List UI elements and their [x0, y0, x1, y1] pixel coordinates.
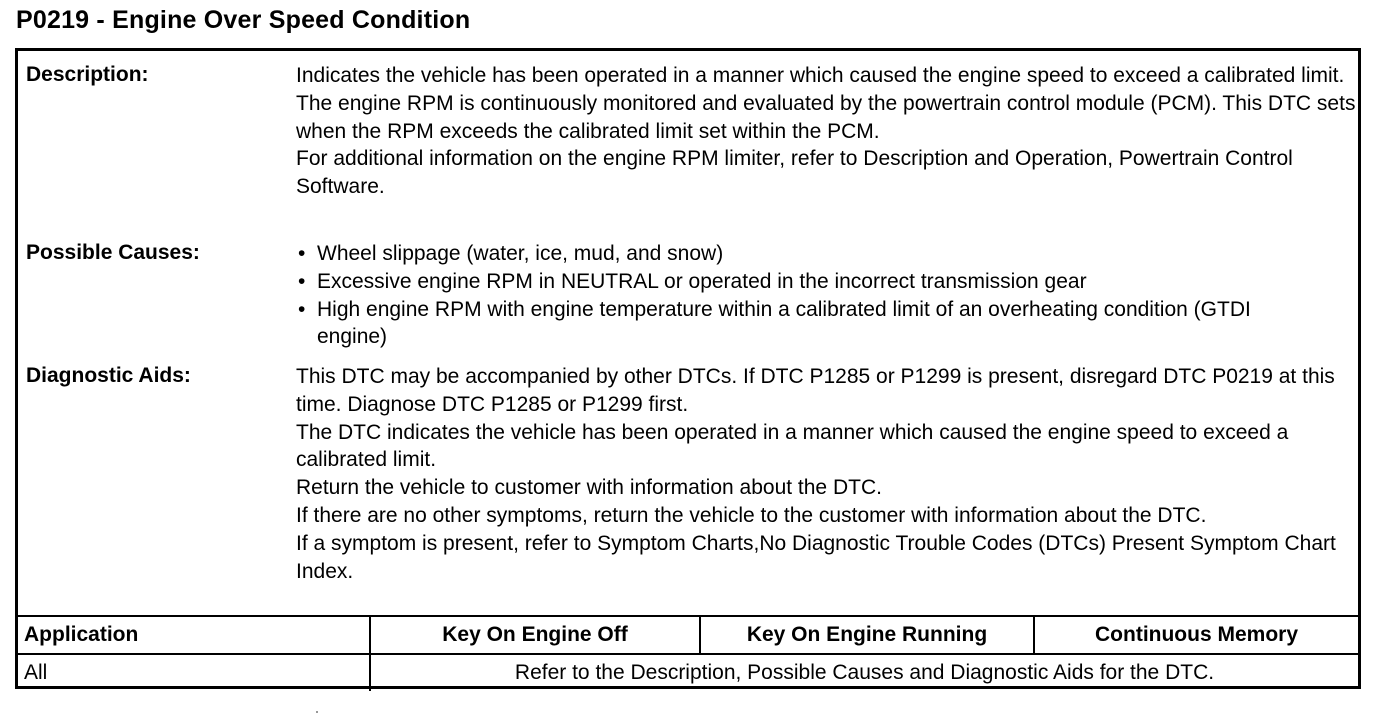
table-row — [18, 655, 1358, 686]
application-table — [18, 617, 1358, 686]
description-label: Description: — [26, 63, 149, 86]
application-table-header — [18, 617, 1358, 655]
possible-causes-body — [296, 240, 1358, 351]
header-key-on-engine-running: Key On Engine Running — [746, 623, 988, 646]
header-continuous-memory: Continuous Memory — [1095, 623, 1298, 646]
scan-speck — [316, 711, 318, 713]
bullet-icon: • — [298, 242, 306, 265]
cause-text: High engine RPM with engine temperature within a calibrated limit of an overheating condition (GTDI engine) — [317, 297, 1251, 349]
cause-item — [296, 240, 1358, 268]
diagnostic-aids-paragraph: If a symptom is present, refer to Symptom Charts,No Diagnostic Trouble Codes (DTCs) Present Symptom Chart Index. — [296, 531, 1336, 583]
header-application: Application — [24, 623, 139, 646]
column-divider — [699, 617, 701, 655]
cause-item — [296, 296, 1358, 352]
diagnostic-aids-paragraph: If there are no other symptoms, return the vehicle to the customer with information about the DTC. — [296, 503, 1207, 527]
possible-causes-label: Possible Causes: — [26, 241, 200, 264]
diagnostic-aids-paragraph: The DTC indicates the vehicle has been operated in a manner which caused the engine speed to exceed a calibrated limit. — [296, 420, 1289, 472]
header-key-on-engine-off: Key On Engine Off — [442, 623, 628, 646]
application-value: All — [24, 661, 48, 684]
cause-item — [296, 268, 1358, 296]
diagnostic-aids-paragraph: This DTC may be accompanied by other DTCs. If DTC P1285 or P1299 is present, disregard DTC P0219 at this time. Diagnose DTC P1285 or P1299 first. — [296, 365, 1335, 416]
dtc-info-section — [18, 51, 1358, 617]
description-body — [296, 62, 1358, 201]
cause-text: Wheel slippage (water, ice, mud, and snow) — [317, 242, 724, 265]
diagnostic-aids-paragraph: Return the vehicle to customer with information about the DTC. — [296, 476, 882, 500]
dtc-document-box — [15, 48, 1361, 689]
page-title: P0219 - Engine Over Speed Condition — [16, 6, 471, 34]
bullet-icon: • — [298, 297, 306, 321]
description-paragraph: Indicates the vehicle has been operated in a manner which caused the engine speed to exceed a calibrated limit. The engine RPM is continuously monitored and evaluated by the powertrain control module (PCM). This DTC sets when the RPM exceeds the calibrated limit set within the PCM. — [296, 64, 1356, 143]
bullet-icon: • — [298, 269, 306, 293]
diagnostic-aids-label: Diagnostic Aids: — [26, 364, 191, 387]
column-divider — [1033, 617, 1035, 655]
cause-text: Excessive engine RPM in NEUTRAL or operated in the incorrect transmission gear — [317, 269, 1087, 293]
description-paragraph: For additional information on the engine RPM limiter, refer to Description and Operation, Powertrain Control Software. — [296, 147, 1293, 199]
application-description: Refer to the Description, Possible Causes and Diagnostic Aids for the DTC. — [514, 661, 1215, 684]
diagnostic-aids-body — [296, 363, 1358, 585]
possible-causes-list — [296, 240, 1358, 351]
